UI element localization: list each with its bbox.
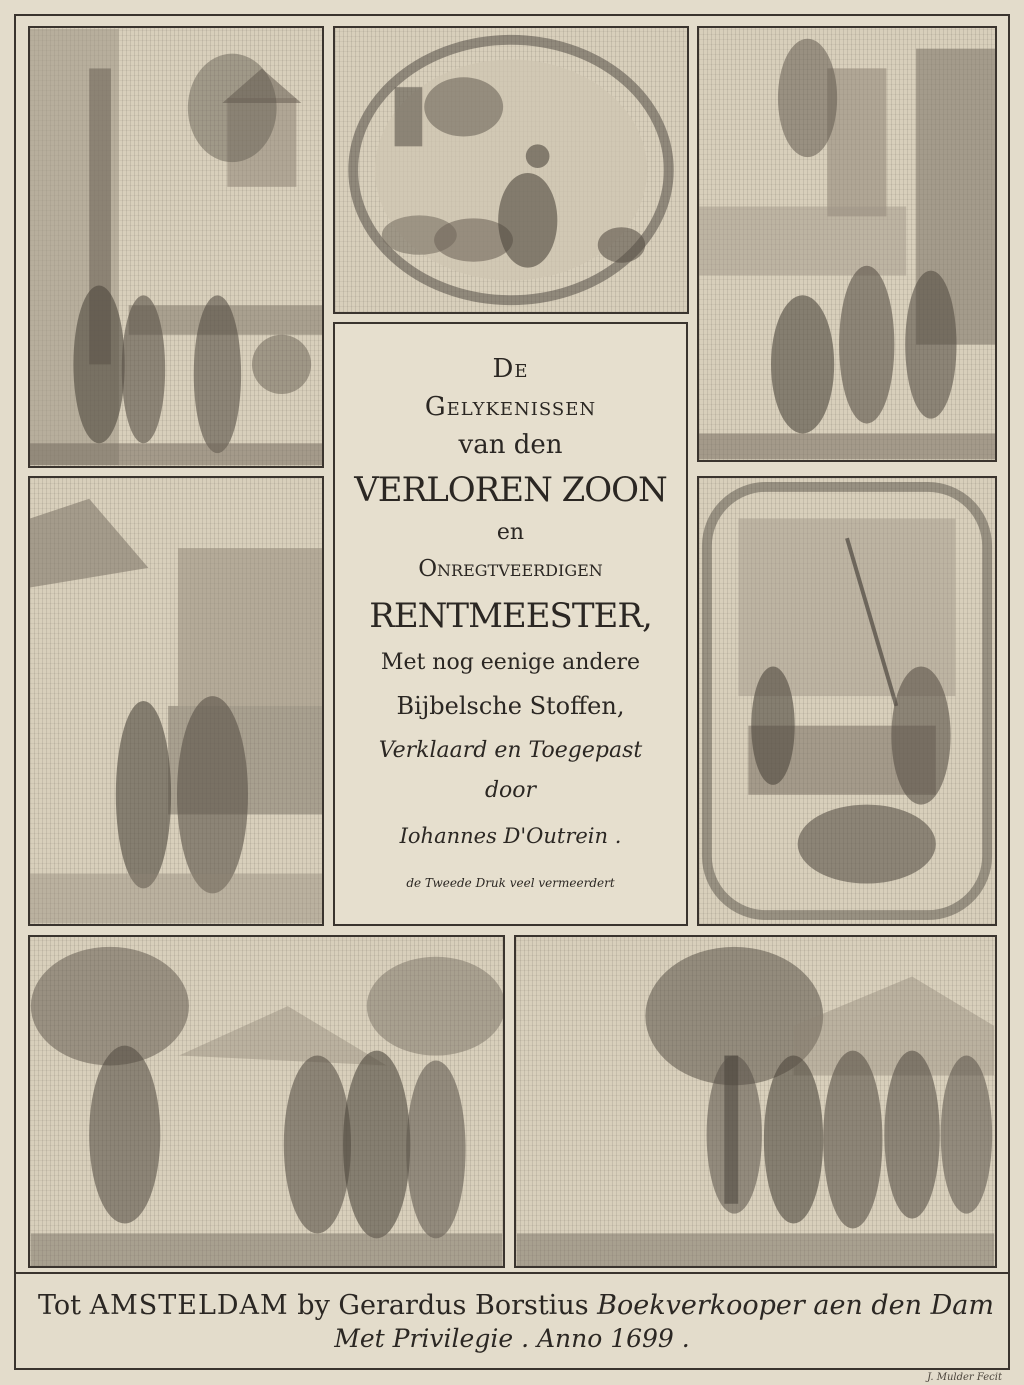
- engraving-welcome-illustration: [30, 28, 322, 466]
- title-line-door: door: [484, 778, 537, 803]
- title-line-en: en: [496, 520, 525, 545]
- title-block: [333, 322, 688, 926]
- title-line-verklaard: Verklaard en Toegepast: [378, 738, 643, 763]
- imprint-strip: [16, 1272, 1008, 1368]
- engraving-father-and-son: [28, 476, 324, 926]
- engraving-steward-illustration: [699, 478, 995, 924]
- imprint-tot: Tot: [38, 1290, 90, 1321]
- engraving-return-of-son: [697, 26, 997, 462]
- imprint-line-2: Met Privilegie . Anno 1699 .: [334, 1324, 690, 1353]
- title-line-verloren-zoon: VERLOREN ZOON: [354, 470, 667, 510]
- title-line-de: De: [492, 354, 529, 384]
- imprint-line-1: [38, 1290, 994, 1321]
- title-line-van-den: van den: [458, 430, 563, 460]
- engraving-swineherd-illustration: [335, 28, 687, 312]
- title-line-bijbelsche: Bijbelsche Stoffen,: [396, 692, 625, 720]
- engraving-father-son-illustration: [30, 478, 322, 924]
- title-line-onregtveerdigen: Onregtveerdigen: [418, 556, 603, 582]
- title-line-rentmeester: RENTMEESTER,: [369, 596, 652, 636]
- engraver-credit: J. Mulder Fecit: [927, 1372, 1002, 1383]
- engraving-disciples-walking: [514, 935, 997, 1268]
- title-line-met-nog: Met nog eenige andere: [380, 650, 641, 675]
- title-line-gelykenissen: Gelykenissen: [424, 392, 597, 422]
- engraving-return-illustration: [699, 28, 995, 460]
- engraving-disciples-illustration: [516, 937, 995, 1266]
- engraving-welcome-at-house: [28, 26, 324, 468]
- edition-note: de Tweede Druk veel vermeerdert: [406, 876, 615, 890]
- engraving-angels-illustration: [30, 937, 503, 1266]
- imprint-city: AMSTELDAM: [89, 1290, 289, 1321]
- engraving-angels-walking: [28, 935, 505, 1268]
- engraving-swineherd: [333, 26, 689, 314]
- imprint-address: Boekverkooper aen den Dam: [597, 1290, 994, 1321]
- engraving-steward-accounts: [697, 476, 997, 926]
- author-name: Iohannes D'Outrein .: [399, 824, 622, 848]
- imprint-publisher: by Gerardus Borstius: [288, 1290, 598, 1321]
